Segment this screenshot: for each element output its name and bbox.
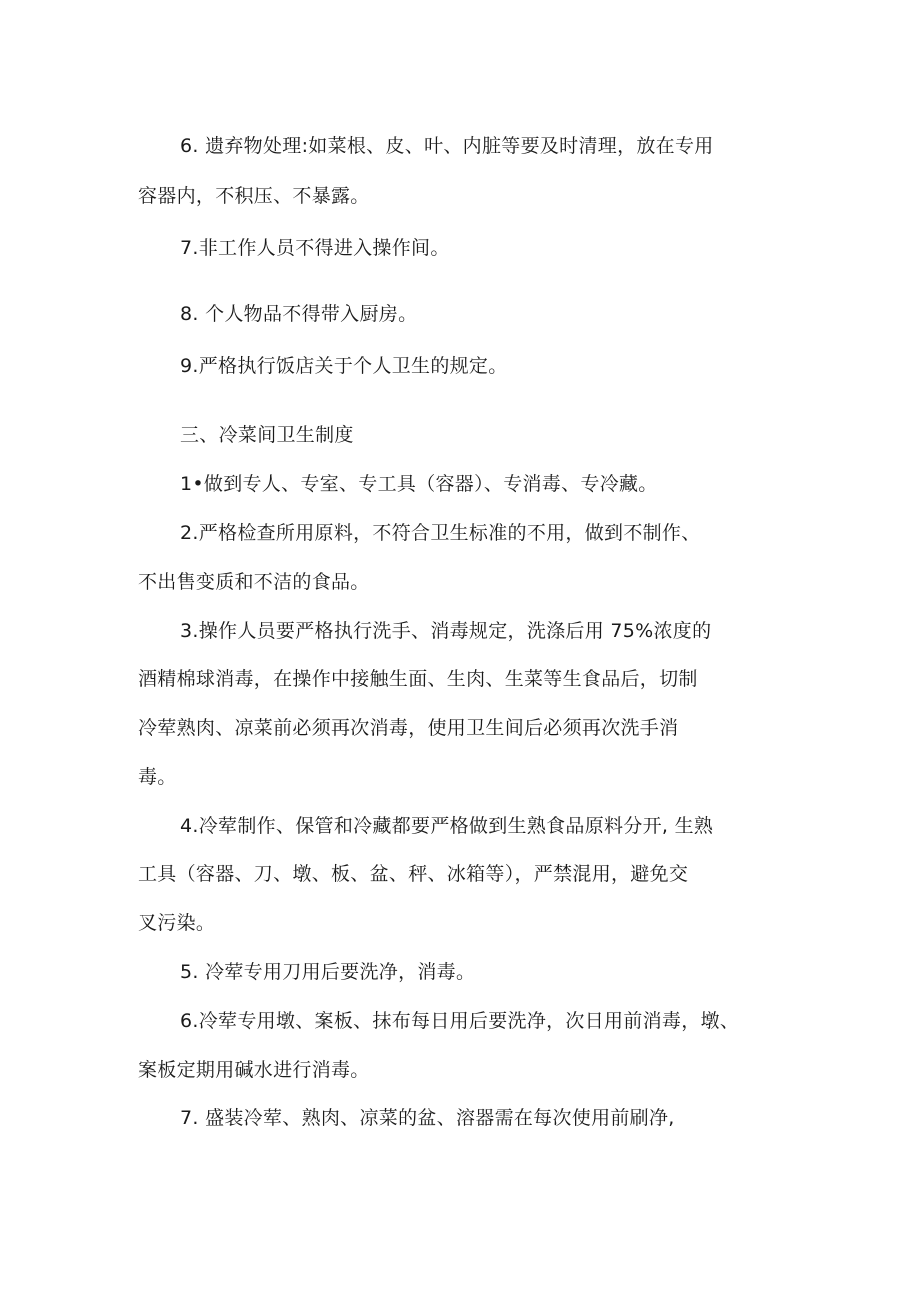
paragraph-6a-line-2: 容器内，不积压、不暴露。 bbox=[138, 185, 370, 207]
paragraph-6-line-1: 6.冷荤专用墩、案板、抹布每日用后要洗净，次日用前消毒，墩、 bbox=[180, 1010, 740, 1032]
paragraph-3-line-3: 冷荤熟肉、凉菜前必须再次消毒，使用卫生间后必须再次洗手消 bbox=[138, 717, 679, 739]
paragraph-3-line-1: 3.操作人员要严格执行洗手、消毒规定，洗涤后用 75%浓度的 bbox=[180, 620, 712, 642]
paragraph-6-line-2: 案板定期用碱水进行消毒。 bbox=[138, 1059, 370, 1081]
paragraph-6a-line-1: 6. 遗弃物处理:如菜根、皮、叶、内脏等要及时清理，放在专用 bbox=[180, 135, 714, 157]
paragraph-2-line-2: 不出售变质和不洁的食品。 bbox=[138, 571, 370, 593]
paragraph-1: 1•做到专人、专室、专工具（容器）、专消毒、专冷藏。 bbox=[180, 473, 658, 495]
section-heading: 三、冷菜间卫生制度 bbox=[180, 424, 354, 446]
paragraph-4-line-3: 叉污染。 bbox=[138, 912, 216, 934]
paragraph-8a: 8. 个人物品不得带入厨房。 bbox=[180, 303, 418, 325]
paragraph-4-line-2: 工具（容器、刀、墩、板、盆、秤、冰箱等），严禁混用，避免交 bbox=[138, 863, 689, 885]
paragraph-4-line-1: 4.冷荤制作、保管和冷藏都要严格做到生熟食品原料分开, 生熟 bbox=[180, 815, 714, 837]
paragraph-9a: 9.严格执行饭店关于个人卫生的规定。 bbox=[180, 355, 508, 377]
paragraph-7a: 7.非工作人员不得进入操作间。 bbox=[180, 237, 450, 259]
paragraph-3-line-4: 毒。 bbox=[138, 766, 177, 788]
paragraph-7: 7. 盛装冷荤、熟肉、凉菜的盆、溶器需在每次使用前刷净, bbox=[180, 1107, 675, 1129]
paragraph-3-line-2: 酒精棉球消毒，在操作中接触生面、生肉、生菜等生食品后，切制 bbox=[138, 668, 698, 690]
paragraph-5: 5. 冷荤专用刀用后要洗净，消毒。 bbox=[180, 961, 476, 983]
paragraph-2-line-1: 2.严格检查所用原料，不符合卫生标准的不用，做到不制作、 bbox=[180, 522, 701, 544]
